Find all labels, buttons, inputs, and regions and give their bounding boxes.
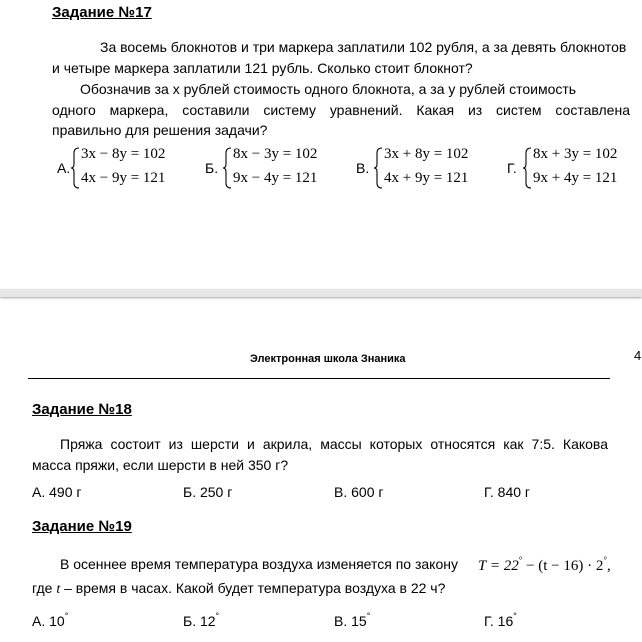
degree-sign: ° (366, 611, 371, 621)
task19-line1 (60, 556, 458, 572)
brace-icon (70, 147, 80, 189)
task18-option-b: Б. 250 г (183, 484, 233, 500)
formula-mid: − (t − 16) · 2 (522, 558, 604, 574)
task19-option-g (484, 611, 517, 629)
line2-post: – время в часах. Какой будет температура воздуха в 22 ч? (60, 580, 446, 596)
option-label: А. (57, 160, 71, 176)
task17-p2-line3: правильно для решения задачи? (52, 122, 268, 138)
task18-line2: масса пряжи, если шерсти в ней 350 г? (32, 457, 289, 473)
equation-2: 4x + 9y = 121 (384, 170, 469, 186)
degree-sign: ° (518, 555, 523, 565)
brace-icon (222, 147, 232, 189)
option-label: А. 10 (32, 613, 65, 629)
task17-p2-line1: Обозначив за x рублей стоимость одного блокнота, а за y рублей стоимость (80, 81, 577, 97)
task17-option-g (507, 145, 637, 191)
degree-sign: ° (64, 611, 69, 621)
task18-title: Задание №18 (32, 401, 132, 418)
task18-option-v: В. 600 г (334, 484, 384, 500)
task19-line1-text: В осеннее время температура воздуха изменяется по закону (60, 556, 458, 572)
option-label: Г. (507, 160, 517, 176)
task19-formula (478, 555, 611, 575)
task17-option-b (205, 145, 335, 191)
degree-sign: ° (513, 611, 517, 621)
formula-comma: , (607, 558, 611, 574)
equation-1: 3x − 8y = 102 (81, 146, 166, 162)
task19-option-v (334, 611, 370, 629)
task17-option-a (57, 145, 187, 191)
task19-option-a (32, 611, 68, 629)
task17-p1-line2: и четыре маркера заплатили 121 рубль. Сколько стоит блокнот? (52, 60, 473, 76)
degree-sign: ° (603, 555, 607, 565)
degree-sign: ° (215, 611, 220, 621)
task17-paragraph1 (52, 37, 630, 58)
page-break (0, 289, 642, 297)
equation-2: 4x − 9y = 121 (81, 170, 166, 186)
line2-var: t (56, 582, 61, 597)
task18-line1: Пряжа состоит из шерсти и акрила, массы которых относятся как 7:5. Какова (60, 436, 608, 452)
task17-p1-line1: За восемь блокнотов и три маркера заплатили 102 рубля, а за девять блокнотов (100, 39, 627, 55)
equation-1: 3x + 8y = 102 (384, 146, 469, 162)
equation-1: 8x + 3y = 102 (533, 146, 618, 162)
task17-p2-line2: одного маркера, составили систему уравнений. Какая из систем составлена (52, 102, 630, 118)
brace-icon (522, 147, 532, 189)
page-header-school: Электронная школа Знаника (250, 353, 406, 365)
equation-2: 9x − 4y = 121 (233, 170, 318, 186)
option-label: Б. (205, 160, 219, 176)
equation-1: 8x − 3y = 102 (233, 146, 318, 162)
formula-lhs: T = 22 (478, 558, 519, 574)
option-label: В. (356, 160, 370, 176)
task19-line2 (32, 580, 445, 598)
brace-icon (373, 147, 383, 189)
task17-title: Задание №17 (52, 4, 152, 21)
task19-title: Задание №19 (32, 518, 132, 535)
option-label: Б. 12 (183, 613, 216, 629)
task17-option-v (356, 145, 486, 191)
task18-option-g: Г. 840 г (484, 484, 531, 500)
task19-option-b (183, 611, 219, 629)
page-number: 4 (634, 348, 642, 363)
header-divider (28, 378, 610, 379)
task18-option-a: А. 490 г (32, 484, 82, 500)
line2-pre: где (32, 580, 57, 596)
equation-2: 9x + 4y = 121 (533, 170, 618, 186)
option-label: В. 15 (334, 613, 367, 629)
option-label: Г. 16 (484, 613, 514, 629)
